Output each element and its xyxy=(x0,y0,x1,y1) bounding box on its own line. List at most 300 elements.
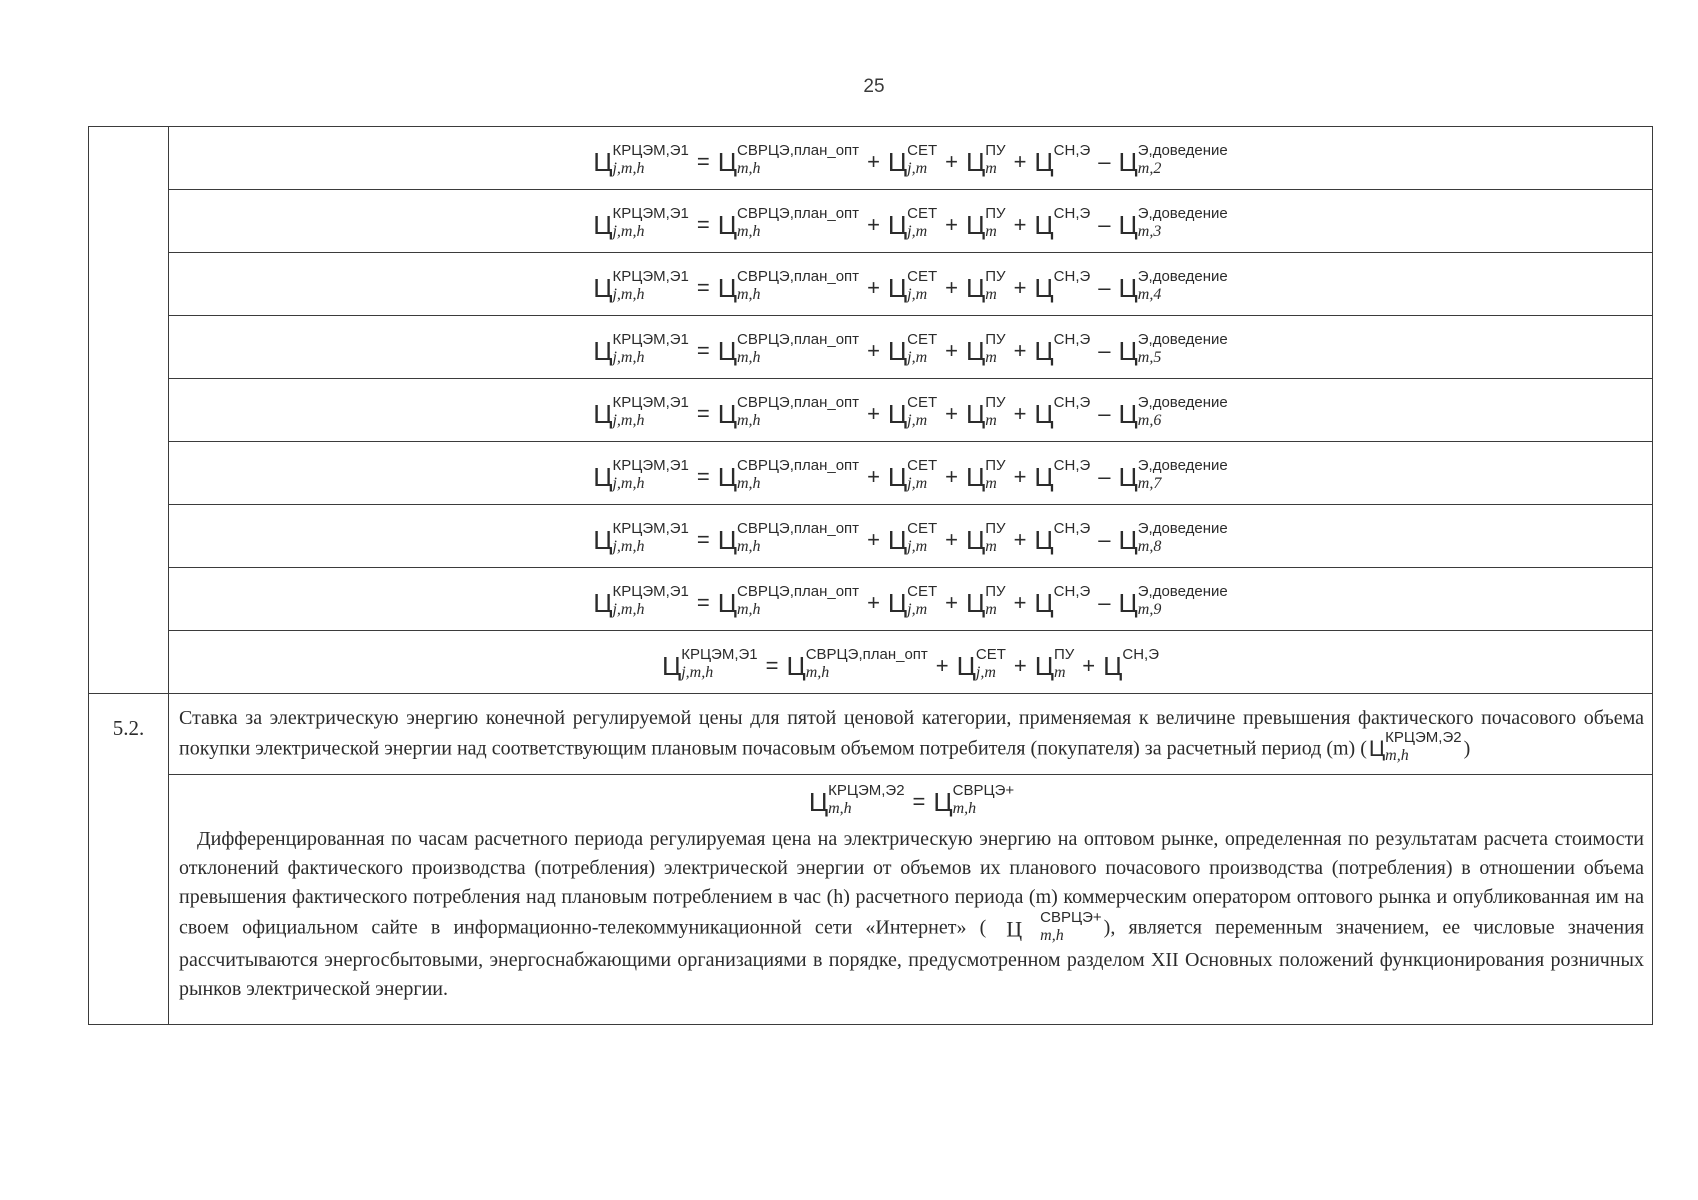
formula-lhs-base: Ц xyxy=(593,399,613,429)
formula-term-3-base: Ц xyxy=(966,399,986,429)
formula-term-4-base: Ц xyxy=(1034,588,1054,618)
formula-lhs-base: Ц xyxy=(593,147,613,177)
formula-plus-2: + xyxy=(945,338,959,363)
formula-term-4-base: Ц xyxy=(1034,525,1054,555)
formula-term-1-sub: m,h xyxy=(736,601,761,618)
formula-row xyxy=(89,316,1653,379)
formula-lhs-sub: j,m,h xyxy=(612,412,645,429)
formula-term-4 xyxy=(1034,583,1091,620)
formula-term-1-base: Ц xyxy=(717,273,737,303)
formula-term-4 xyxy=(1034,205,1091,242)
formula-term-3-sub: m xyxy=(985,160,997,177)
formula-term-2-sub: j,m xyxy=(907,538,928,555)
formula-term-2-base: Ц xyxy=(887,399,908,429)
formula-lhs-base: Ц xyxy=(593,588,613,618)
formula-equals: = xyxy=(696,464,710,489)
formula-term-2-sub: j,m xyxy=(907,475,928,492)
section-formula-rhs-base: Ц xyxy=(933,787,953,817)
formula-term-5-sub: m,5 xyxy=(1137,349,1162,366)
formula-lhs-sub: j,m,h xyxy=(612,601,645,618)
formula-lhs-base: Ц xyxy=(593,525,613,555)
section-formula-lhs-base: Ц xyxy=(808,787,829,817)
formula-term-4 xyxy=(1034,268,1091,305)
explanation-symbol-base: Ц xyxy=(1006,916,1023,942)
formula-term-5-base: Ц xyxy=(1118,462,1138,492)
formula xyxy=(169,316,1652,378)
formula-term-2-sub: j,m xyxy=(907,286,928,303)
section-formula-equals: = xyxy=(912,789,926,814)
explanation-symbol-sub: m,h xyxy=(1040,927,1064,944)
formula-term-2-sup: СЕТ xyxy=(907,142,938,159)
formula-plus-2: + xyxy=(945,401,959,426)
formula-plus-1: + xyxy=(867,401,880,426)
formula-term-1-base: Ц xyxy=(717,399,737,429)
formula-cell xyxy=(169,379,1653,442)
formula-term-2-sup: СЕТ xyxy=(975,646,1006,663)
formula-equals: = xyxy=(696,590,710,615)
formula-term-1 xyxy=(717,331,860,368)
section-formula-rhs xyxy=(933,782,1015,819)
formula-term-4-sub xyxy=(1054,476,1091,492)
formula-plus-1: + xyxy=(935,653,949,678)
formula-minus: – xyxy=(1098,527,1111,552)
section-formula-lhs-sub: m,h xyxy=(828,800,852,817)
formula-lhs-base: Ц xyxy=(593,336,613,366)
formula-cell xyxy=(169,505,1653,568)
formula-term-1 xyxy=(717,457,860,494)
formula-term-5-sub: m,4 xyxy=(1137,286,1162,303)
formula-term-5-sub: m,6 xyxy=(1137,412,1162,429)
formula xyxy=(169,379,1652,441)
formula-term-3-sub: m xyxy=(985,538,997,555)
formula-term-4-sup: СН,Э xyxy=(1053,457,1091,474)
formula-term-4-sub xyxy=(1054,350,1091,366)
formula-cell xyxy=(169,442,1653,505)
formula-term-5-sup: Э,доведение xyxy=(1137,583,1228,600)
formula-row xyxy=(89,379,1653,442)
formula-term-2 xyxy=(887,142,938,179)
formula-minus: – xyxy=(1098,401,1111,426)
formula-term-1-base: Ц xyxy=(786,651,806,681)
formula-term-3 xyxy=(966,268,1006,305)
formula-term-2-sup: СЕТ xyxy=(907,457,938,474)
formula xyxy=(169,127,1652,189)
section-row-description xyxy=(89,694,1653,775)
formula-lhs xyxy=(593,205,689,242)
formula-plus-2: + xyxy=(945,275,959,300)
formula-lhs-sub: j,m,h xyxy=(612,538,645,555)
formula-term-4-sup: СН,Э xyxy=(1053,583,1091,600)
final-formula xyxy=(169,631,1652,693)
formula-term-3-sup: ПУ xyxy=(985,457,1006,474)
formula-term-5-sup: Э,доведение xyxy=(1137,205,1228,222)
formula-lhs xyxy=(593,142,689,179)
formula-term-3-base: Ц xyxy=(966,462,986,492)
description-symbol-sub: m,h xyxy=(1385,747,1409,764)
formula-cell xyxy=(169,568,1653,631)
formula-term-5 xyxy=(1118,142,1228,179)
formula-lhs-base: Ц xyxy=(593,273,613,303)
formula-term-1-base: Ц xyxy=(717,210,737,240)
formula-plus-2: + xyxy=(945,149,959,174)
formula-lhs xyxy=(593,457,689,494)
formula-minus: – xyxy=(1098,590,1111,615)
formula-term-4-sub xyxy=(1054,602,1091,618)
formula-term-1-sup: СВРЦЭ,план_опт xyxy=(736,583,860,600)
formula-lhs-sub: j,m,h xyxy=(612,349,645,366)
formula-term-3-sub: m xyxy=(985,223,997,240)
formula-term-2 xyxy=(887,205,938,242)
formula-row xyxy=(89,253,1653,316)
formula-plus-3: + xyxy=(1013,212,1027,237)
formula-term-5 xyxy=(1118,394,1228,431)
formula-plus-3: + xyxy=(1082,653,1096,678)
formula-term-1-sub: m,h xyxy=(736,349,761,366)
formula-term-2-sub: j,m xyxy=(907,412,928,429)
formula-term-4-sup: СН,Э xyxy=(1053,331,1091,348)
formula-lhs-sub: j,m,h xyxy=(612,223,645,240)
formula-equals: = xyxy=(696,527,710,552)
formula-cell xyxy=(169,316,1653,379)
formula-term-4-base: Ц xyxy=(1034,462,1054,492)
formula-term-4 xyxy=(1034,331,1091,368)
formula-term-3 xyxy=(1034,646,1075,683)
formula-row xyxy=(89,568,1653,631)
formula-term-4-sup: СН,Э xyxy=(1122,646,1160,663)
formula-term-1-base: Ц xyxy=(717,336,737,366)
formula-cell xyxy=(169,190,1653,253)
formula-lhs xyxy=(593,268,689,305)
formula-term-3-base: Ц xyxy=(966,336,986,366)
formula-cell xyxy=(169,127,1653,190)
section-formula-rhs-sub: m,h xyxy=(952,800,977,817)
section-number: 5.2. xyxy=(89,694,169,1025)
section-explanation-part2: ), является переменным значением, ее числовые значения рассчитываются энергосбытовыми, энергоснабжающими организациями в порядке, предусмотренном разделом XII Основных положений функционирования розничных рынков электрической энергии. xyxy=(179,916,1644,1000)
formula-term-3 xyxy=(966,205,1006,242)
formula-term-1 xyxy=(717,583,860,620)
formula xyxy=(169,505,1652,567)
formula-term-1 xyxy=(717,205,860,242)
formula-term-4 xyxy=(1103,646,1160,683)
formula xyxy=(169,442,1652,504)
formula-term-5-sup: Э,доведение xyxy=(1137,520,1228,537)
formula-term-2-base: Ц xyxy=(887,588,908,618)
formula-plus-2: + xyxy=(1013,653,1027,678)
formula-minus: – xyxy=(1098,212,1111,237)
formula-term-5-sup: Э,доведение xyxy=(1137,457,1228,474)
formula-term-1-sup: СВРЦЭ,план_опт xyxy=(736,457,860,474)
formula-lhs-sup: КРЦЭМ,Э1 xyxy=(612,394,689,411)
formula-term-1-base: Ц xyxy=(717,147,737,177)
formula-term-3-sup: ПУ xyxy=(985,394,1006,411)
formula-row xyxy=(89,505,1653,568)
formula-term-5 xyxy=(1118,520,1228,557)
formula-term-4-base: Ц xyxy=(1034,399,1054,429)
formula-term-5-sub: m,8 xyxy=(1137,538,1162,555)
formula-term-1-base: Ц xyxy=(717,462,737,492)
formula-term-4-sub xyxy=(1054,539,1091,555)
formula-term-1-sub: m,h xyxy=(736,412,761,429)
formula-term-3-base: Ц xyxy=(966,525,986,555)
formula-term-2 xyxy=(956,646,1006,683)
formula-term-5-base: Ц xyxy=(1118,336,1138,366)
section-explanation xyxy=(179,825,1644,1004)
formula-term-3-sub: m xyxy=(985,475,997,492)
formula-term-4-base: Ц xyxy=(1034,147,1054,177)
formula-term-4-base: Ц xyxy=(1034,273,1054,303)
formula-lhs-sub: j,m,h xyxy=(681,664,714,681)
formula-term-5 xyxy=(1118,331,1228,368)
formula-term-2-sup: СЕТ xyxy=(907,583,938,600)
formula-term-5-sub: m,2 xyxy=(1137,160,1162,177)
formula-term-3-sup: ПУ xyxy=(985,583,1006,600)
formula-plus-2: + xyxy=(945,464,959,489)
formula-term-5-base: Ц xyxy=(1118,273,1138,303)
formula-lhs xyxy=(593,394,689,431)
formula-term-3-sub: m xyxy=(985,349,997,366)
formula-plus-3: + xyxy=(1013,338,1027,363)
formula-term-1-sub: m,h xyxy=(736,223,761,240)
formula xyxy=(169,190,1652,252)
formula-term-4-sup: СН,Э xyxy=(1053,520,1091,537)
formula-lhs-base: Ц xyxy=(593,210,613,240)
formula-lhs-sub: j,m,h xyxy=(612,286,645,303)
formula-term-4-sub xyxy=(1054,287,1091,303)
description-symbol-sup: КРЦЭМ,Э2 xyxy=(1385,729,1462,746)
formula-term-3 xyxy=(966,331,1006,368)
formula-lhs-sup: КРЦЭМ,Э1 xyxy=(612,205,689,222)
formula-term-4 xyxy=(1034,520,1091,557)
formula-term-3-sup: ПУ xyxy=(985,142,1006,159)
formula-plus-3: + xyxy=(1013,527,1027,552)
formula-lhs-sup: КРЦЭМ,Э1 xyxy=(612,457,689,474)
formula-term-5-sub: m,3 xyxy=(1137,223,1162,240)
formula-equals: = xyxy=(696,212,710,237)
formula-term-4 xyxy=(1034,457,1091,494)
formula-term-3 xyxy=(966,142,1006,179)
formula-plus-3: + xyxy=(1013,464,1027,489)
explanation-symbol xyxy=(988,909,1102,946)
section-row-explanation xyxy=(89,775,1653,1025)
formula-term-1-sup: СВРЦЭ,план_опт xyxy=(736,331,860,348)
formula-term-3 xyxy=(966,457,1006,494)
formula-term-2-sub: j,m xyxy=(907,223,928,240)
formula-term-3-base: Ц xyxy=(966,588,986,618)
formula-term-5-base: Ц xyxy=(1118,147,1138,177)
formula-plus-2: + xyxy=(945,590,959,615)
formula-lhs-sup: КРЦЭМ,Э1 xyxy=(612,520,689,537)
formula-row xyxy=(89,442,1653,505)
formula-row xyxy=(89,190,1653,253)
formula-term-1-sup: СВРЦЭ,план_опт xyxy=(736,142,860,159)
formula-lhs-sup: КРЦЭМ,Э1 xyxy=(612,268,689,285)
formula-term-3 xyxy=(966,583,1006,620)
formula-term-2-base: Ц xyxy=(887,462,908,492)
formula-term-1-sup: СВРЦЭ,план_опт xyxy=(736,205,860,222)
formula-term-5-base: Ц xyxy=(1118,210,1138,240)
formula-minus: – xyxy=(1098,464,1111,489)
formula-lhs xyxy=(593,520,689,557)
formula-term-3-sub: m xyxy=(985,601,997,618)
formula-term-1-sup: СВРЦЭ,план_опт xyxy=(736,394,860,411)
formula-lhs-sub: j,m,h xyxy=(612,160,645,177)
formula-term-5-sup: Э,доведение xyxy=(1137,142,1228,159)
formula-plus-2: + xyxy=(945,527,959,552)
formula-term-2-base: Ц xyxy=(887,336,908,366)
formula-plus-1: + xyxy=(867,275,880,300)
formula-term-1-sub: m,h xyxy=(736,475,761,492)
formula-term-3-sub: m xyxy=(1053,664,1066,681)
section-formula-lhs xyxy=(808,782,905,819)
formula-table xyxy=(88,126,1653,1025)
formula-plus-2: + xyxy=(945,212,959,237)
formula-plus-3: + xyxy=(1013,590,1027,615)
formula-minus: – xyxy=(1098,149,1111,174)
formula-term-5-base: Ц xyxy=(1118,588,1138,618)
formula-term-4-sup: СН,Э xyxy=(1053,394,1091,411)
formula-lhs-sub: j,m,h xyxy=(612,475,645,492)
formula-term-2-sup: СЕТ xyxy=(907,268,938,285)
formula-term-2 xyxy=(887,331,938,368)
formula-term-4-sub xyxy=(1054,224,1091,240)
page-number: 25 xyxy=(863,76,885,97)
formula-term-3-sup: ПУ xyxy=(985,268,1006,285)
formula-lhs-sup: КРЦЭМ,Э1 xyxy=(612,583,689,600)
formula-term-5-base: Ц xyxy=(1118,525,1138,555)
formula-term-1-sub: m,h xyxy=(736,160,761,177)
formula-lhs-sup: КРЦЭМ,Э1 xyxy=(681,646,758,663)
formula-row xyxy=(89,127,1653,190)
formula-term-4-base: Ц xyxy=(1034,336,1054,366)
formula-term-4-sub xyxy=(1054,161,1091,177)
formula-plus-3: + xyxy=(1013,149,1027,174)
formula-term-2-base: Ц xyxy=(887,273,908,303)
formula-term-2-base: Ц xyxy=(887,147,908,177)
formula-term-1 xyxy=(717,268,860,305)
formula-plus-3: + xyxy=(1013,401,1027,426)
formula-term-2-sup: СЕТ xyxy=(907,520,938,537)
formula-minus: – xyxy=(1098,338,1111,363)
formula-term-3-sub: m xyxy=(985,286,997,303)
formula-term-2-sub: j,m xyxy=(907,160,928,177)
formula xyxy=(169,253,1652,315)
formula-term-1-sub: m,h xyxy=(736,286,761,303)
section-description-cell xyxy=(169,694,1653,775)
formula-term-4-sup: СН,Э xyxy=(1053,205,1091,222)
formula-term-2 xyxy=(887,268,938,305)
formula-term-5-base: Ц xyxy=(1118,399,1138,429)
description-symbol-base: Ц xyxy=(1368,736,1386,761)
formula-plus-1: + xyxy=(867,464,880,489)
formula-term-3-base: Ц xyxy=(1034,651,1054,681)
formula-term-2-sub: j,m xyxy=(907,349,928,366)
section-description-end: ) xyxy=(1463,737,1471,760)
formula-equals: = xyxy=(696,401,710,426)
formula-term-3-sup: ПУ xyxy=(1053,646,1075,663)
section-description: Ставка за электрическую энергию конечной регулируемой цены для пятой ценовой категории, применяемая к величине превышения фактического почасового объема покупки электрической энергии над соответствующим плановым почасовым объемом потребителя (покупателя) за расчетный период (m) ( xyxy=(179,707,1644,760)
formula-term-3-sub: m xyxy=(985,412,997,429)
formula-plus-1: + xyxy=(867,527,880,552)
formula-term-4 xyxy=(1034,142,1091,179)
formula-table-body xyxy=(89,127,1653,694)
formula-row-final xyxy=(89,631,1653,694)
formula-plus-1: + xyxy=(867,338,880,363)
formula-cell-final xyxy=(169,631,1653,694)
section-formula xyxy=(179,782,1644,819)
formula-lhs-base: Ц xyxy=(593,462,613,492)
section-explanation-part1: Дифференцированная по часам расчетного периода регулируемая цена на электрическую энергию на оптовом рынке, определенная по результатам расчета стоимости отклонений фактического производства (потребления) электрической энергии от объемов их планового почасового производства (потребления) в отношении объема превышения фактического потребления над плановым потреблением в час (h) расчетного периода (m) коммерческим оператором оптового рынка и опубликованная им на своем официальном сайте в информационно-телекоммуникационной сети «Интернет» ( xyxy=(179,828,1644,939)
description-symbol xyxy=(1368,729,1462,766)
formula-plus-1: + xyxy=(867,149,880,174)
formula-plus-1: + xyxy=(867,212,880,237)
formula-term-4-sub xyxy=(1122,665,1159,681)
formula-term-1-base: Ц xyxy=(717,525,737,555)
formula-lhs xyxy=(593,583,689,620)
formula-term-2 xyxy=(887,457,938,494)
formula-plus-3: + xyxy=(1013,275,1027,300)
formula-term-5 xyxy=(1118,268,1228,305)
formula-term-2-sup: СЕТ xyxy=(907,394,938,411)
formula-term-1 xyxy=(717,520,860,557)
formula-term-4-sup: СН,Э xyxy=(1053,268,1091,285)
formula xyxy=(169,568,1652,630)
formula-term-4-base: Ц xyxy=(1103,651,1123,681)
formula-term-1 xyxy=(717,394,860,431)
formula-term-3-sup: ПУ xyxy=(985,520,1006,537)
formula-term-3-sup: ПУ xyxy=(985,331,1006,348)
formula-term-1 xyxy=(717,142,860,179)
formula-term-2 xyxy=(887,583,938,620)
formula-lhs-sup: КРЦЭМ,Э1 xyxy=(612,331,689,348)
formula-lhs xyxy=(661,646,758,683)
formula-term-5-sup: Э,доведение xyxy=(1137,331,1228,348)
formula-equals: = xyxy=(696,275,710,300)
formula-term-2 xyxy=(887,394,938,431)
section-explanation-cell xyxy=(169,775,1653,1025)
formula-lhs-base: Ц xyxy=(661,651,682,681)
formula-term-5-sup: Э,доведение xyxy=(1137,394,1228,411)
formula-term-2-sub: j,m xyxy=(907,601,928,618)
formula-term-4-base: Ц xyxy=(1034,210,1054,240)
formula-term-2-base: Ц xyxy=(887,525,908,555)
formula-term-3-base: Ц xyxy=(966,273,986,303)
formula-term-1-sup: СВРЦЭ,план_опт xyxy=(736,268,860,285)
formula-term-5-sup: Э,доведение xyxy=(1137,268,1228,285)
formula-lhs xyxy=(593,331,689,368)
formula-term-1 xyxy=(786,646,928,683)
formula-term-5 xyxy=(1118,205,1228,242)
section-body xyxy=(89,694,1653,1025)
formula-term-3 xyxy=(966,520,1006,557)
formula-equals: = xyxy=(696,338,710,363)
formula-term-2 xyxy=(887,520,938,557)
formula-term-5 xyxy=(1118,583,1228,620)
formula-lhs-sup: КРЦЭМ,Э1 xyxy=(612,142,689,159)
formula-minus: – xyxy=(1098,275,1111,300)
formula-term-4-sub xyxy=(1054,413,1091,429)
formula-term-1-sub: m,h xyxy=(736,538,761,555)
formula-term-2-base: Ц xyxy=(956,651,976,681)
formula-term-2-sup: СЕТ xyxy=(907,331,938,348)
formula-term-1-base: Ц xyxy=(717,588,737,618)
formula-term-1-sup: СВРЦЭ,план_опт xyxy=(805,646,928,663)
formula-term-3-sup: ПУ xyxy=(985,205,1006,222)
formula-term-3-base: Ц xyxy=(966,210,986,240)
section-formula-lhs-sup: КРЦЭМ,Э2 xyxy=(828,782,905,799)
formula-term-1-sup: СВРЦЭ,план_опт xyxy=(736,520,860,537)
formula-term-5-sub: m,9 xyxy=(1137,601,1162,618)
formula-cell xyxy=(169,253,1653,316)
